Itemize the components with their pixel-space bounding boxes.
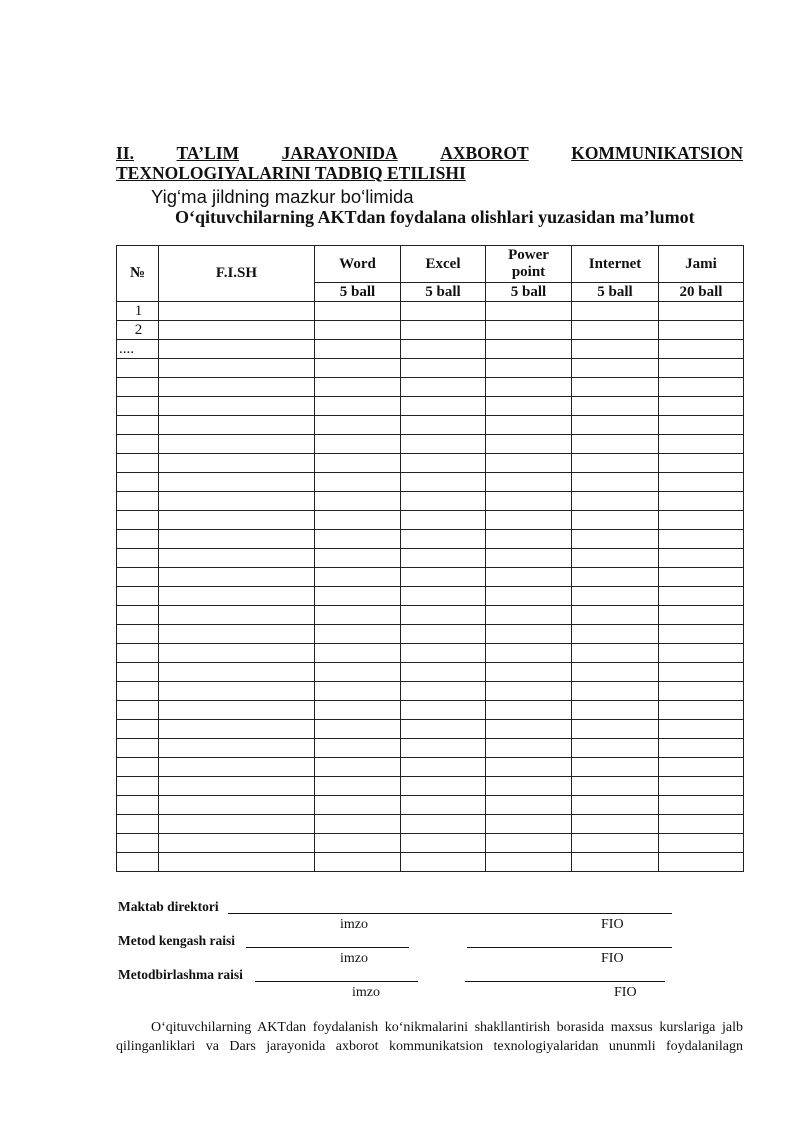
table-cell bbox=[315, 663, 401, 682]
row-number-cell bbox=[117, 663, 159, 682]
table-cell bbox=[315, 796, 401, 815]
table-cell bbox=[159, 587, 315, 606]
max-score: 5 ball bbox=[315, 283, 401, 302]
table-cell bbox=[159, 796, 315, 815]
fio-caption: FIO bbox=[614, 985, 637, 1000]
row-number-cell bbox=[117, 492, 159, 511]
table-cell bbox=[315, 853, 401, 872]
table-cell bbox=[659, 777, 744, 796]
table-cell bbox=[159, 321, 315, 340]
signature-line-metodbirlashma bbox=[255, 981, 418, 982]
table-cell bbox=[315, 739, 401, 758]
row-number-cell bbox=[117, 416, 159, 435]
row-number-cell bbox=[117, 568, 159, 587]
row-number-cell bbox=[117, 397, 159, 416]
table-cell bbox=[401, 587, 486, 606]
table-cell bbox=[159, 530, 315, 549]
table-cell bbox=[315, 549, 401, 568]
fio-caption: FIO bbox=[601, 917, 624, 932]
table-cell bbox=[659, 378, 744, 397]
table-cell bbox=[159, 625, 315, 644]
row-number-cell bbox=[117, 644, 159, 663]
table-cell bbox=[572, 834, 659, 853]
table-cell bbox=[315, 606, 401, 625]
fio-caption: FIO bbox=[601, 951, 624, 966]
row-number-cell bbox=[117, 378, 159, 397]
table-cell bbox=[572, 473, 659, 492]
table-cell bbox=[486, 549, 572, 568]
table-cell bbox=[659, 568, 744, 587]
table-cell bbox=[159, 302, 315, 321]
table-cell bbox=[486, 777, 572, 796]
table-cell bbox=[401, 625, 486, 644]
table-cell bbox=[315, 682, 401, 701]
row-number-cell bbox=[117, 435, 159, 454]
heading-word: JARAYONIDA bbox=[281, 143, 398, 163]
table-cell bbox=[572, 492, 659, 511]
table-cell bbox=[159, 777, 315, 796]
table-row bbox=[117, 720, 744, 739]
table-cell bbox=[486, 815, 572, 834]
table-cell bbox=[401, 815, 486, 834]
table-row bbox=[117, 663, 744, 682]
max-score: 5 ball bbox=[486, 283, 572, 302]
table-cell bbox=[486, 587, 572, 606]
table-cell bbox=[315, 378, 401, 397]
table-cell bbox=[486, 416, 572, 435]
table-cell bbox=[659, 435, 744, 454]
table-cell bbox=[659, 682, 744, 701]
table-cell bbox=[486, 473, 572, 492]
row-number-cell bbox=[117, 834, 159, 853]
table-cell bbox=[572, 644, 659, 663]
table-row bbox=[117, 587, 744, 606]
table-cell bbox=[572, 587, 659, 606]
table-cell bbox=[486, 701, 572, 720]
table-row bbox=[117, 815, 744, 834]
table-cell bbox=[572, 625, 659, 644]
paragraph-line2: qilinganliklari va Dars jarayonida axborot kommunikatsion texnologiyalaridan ununmli foydalanilagn bbox=[116, 1039, 743, 1054]
header-name: F.I.SH bbox=[159, 246, 315, 302]
table-cell bbox=[159, 549, 315, 568]
table-cell bbox=[315, 644, 401, 663]
row-number-cell bbox=[117, 549, 159, 568]
table-cell bbox=[572, 739, 659, 758]
table-cell bbox=[486, 663, 572, 682]
table-cell bbox=[159, 359, 315, 378]
table-cell bbox=[159, 739, 315, 758]
row-number-cell: .... bbox=[117, 340, 159, 359]
row-number-cell bbox=[117, 606, 159, 625]
max-score: 5 ball bbox=[401, 283, 486, 302]
table-cell bbox=[401, 606, 486, 625]
table-cell bbox=[659, 397, 744, 416]
table-cell bbox=[659, 454, 744, 473]
table-cell bbox=[659, 834, 744, 853]
table-row bbox=[117, 701, 744, 720]
table-cell bbox=[315, 416, 401, 435]
section-heading-line1 bbox=[116, 143, 743, 163]
table-cell bbox=[159, 644, 315, 663]
row-number-cell bbox=[117, 587, 159, 606]
table-row bbox=[117, 568, 744, 587]
table-cell bbox=[486, 321, 572, 340]
table-cell bbox=[659, 720, 744, 739]
table-cell bbox=[659, 758, 744, 777]
table-cell bbox=[315, 473, 401, 492]
table-row bbox=[117, 625, 744, 644]
table-cell bbox=[401, 473, 486, 492]
imzo-caption: imzo bbox=[340, 951, 368, 966]
body-paragraph bbox=[116, 1018, 743, 1056]
table-cell bbox=[659, 625, 744, 644]
table-cell bbox=[572, 815, 659, 834]
table-cell bbox=[572, 682, 659, 701]
header-jami: Jami bbox=[659, 246, 744, 283]
table-row bbox=[117, 606, 744, 625]
table-cell bbox=[572, 511, 659, 530]
table-cell bbox=[315, 321, 401, 340]
table-cell bbox=[659, 530, 744, 549]
table-cell bbox=[659, 416, 744, 435]
table-cell bbox=[315, 720, 401, 739]
heading-word: AXBOROT bbox=[440, 143, 529, 163]
table-cell bbox=[315, 302, 401, 321]
signature-label-metodbirlashma: Metodbirlashma raisi bbox=[118, 967, 243, 982]
table-cell bbox=[401, 568, 486, 587]
table-row bbox=[117, 359, 744, 378]
table-cell bbox=[159, 815, 315, 834]
table-cell bbox=[315, 435, 401, 454]
table-row bbox=[117, 682, 744, 701]
table-cell bbox=[401, 511, 486, 530]
signature-line-director bbox=[228, 913, 672, 914]
table-cell bbox=[659, 359, 744, 378]
row-number-cell: 1 bbox=[117, 302, 159, 321]
table-cell bbox=[572, 758, 659, 777]
table-cell bbox=[486, 644, 572, 663]
row-number-cell: 2 bbox=[117, 321, 159, 340]
table-cell bbox=[401, 720, 486, 739]
table-row bbox=[117, 511, 744, 530]
table-cell bbox=[659, 587, 744, 606]
table-cell bbox=[401, 435, 486, 454]
table-row bbox=[117, 758, 744, 777]
table-cell bbox=[401, 758, 486, 777]
table-cell bbox=[572, 720, 659, 739]
row-number-cell bbox=[117, 853, 159, 872]
table-cell bbox=[159, 663, 315, 682]
table-cell bbox=[572, 378, 659, 397]
row-number-cell bbox=[117, 739, 159, 758]
table-cell bbox=[159, 492, 315, 511]
table-cell bbox=[315, 758, 401, 777]
table-cell bbox=[159, 834, 315, 853]
table-cell bbox=[486, 454, 572, 473]
max-score: 5 ball bbox=[572, 283, 659, 302]
table-cell bbox=[159, 378, 315, 397]
table-cell bbox=[315, 530, 401, 549]
table-cell bbox=[659, 340, 744, 359]
table-row bbox=[117, 454, 744, 473]
table-row bbox=[117, 397, 744, 416]
table-cell bbox=[159, 720, 315, 739]
table-cell bbox=[572, 663, 659, 682]
header-word: Word bbox=[315, 246, 401, 283]
table-cell bbox=[659, 321, 744, 340]
table-cell bbox=[486, 378, 572, 397]
table-cell bbox=[572, 340, 659, 359]
table-cell bbox=[401, 701, 486, 720]
table-cell bbox=[486, 739, 572, 758]
table-cell bbox=[486, 340, 572, 359]
table-cell bbox=[572, 397, 659, 416]
table-cell bbox=[572, 416, 659, 435]
table-row bbox=[117, 834, 744, 853]
table-cell bbox=[486, 435, 572, 454]
table-cell bbox=[659, 644, 744, 663]
table-cell bbox=[159, 416, 315, 435]
table-cell bbox=[486, 511, 572, 530]
table-row bbox=[117, 302, 744, 321]
table-row bbox=[117, 644, 744, 663]
row-number-cell bbox=[117, 625, 159, 644]
table-cell bbox=[659, 473, 744, 492]
table-cell bbox=[159, 511, 315, 530]
row-number-cell bbox=[117, 758, 159, 777]
table-cell bbox=[159, 758, 315, 777]
table-cell bbox=[572, 321, 659, 340]
table-cell bbox=[572, 606, 659, 625]
section-heading-line2: TEXNOLOGIYALARINI TADBIQ ETILISHI bbox=[116, 163, 466, 183]
table-cell bbox=[401, 416, 486, 435]
table-cell bbox=[572, 701, 659, 720]
table-cell bbox=[401, 530, 486, 549]
table-caption: O‘qituvchilarning AKTdan foydalana olishlari yuzasidan ma’lumot bbox=[175, 207, 695, 227]
table-cell bbox=[159, 397, 315, 416]
table-cell bbox=[401, 777, 486, 796]
row-number-cell bbox=[117, 473, 159, 492]
table-cell bbox=[315, 587, 401, 606]
table-cell bbox=[486, 853, 572, 872]
header-num: № bbox=[117, 246, 159, 302]
table-cell bbox=[572, 359, 659, 378]
table-cell bbox=[572, 568, 659, 587]
table-cell bbox=[486, 682, 572, 701]
table-cell bbox=[572, 549, 659, 568]
imzo-caption: imzo bbox=[340, 917, 368, 932]
table-cell bbox=[486, 758, 572, 777]
header-row bbox=[117, 246, 744, 283]
heading-word: TA’LIM bbox=[176, 143, 240, 163]
table-row bbox=[117, 739, 744, 758]
table-cell bbox=[315, 340, 401, 359]
table-cell bbox=[401, 644, 486, 663]
table-cell bbox=[401, 302, 486, 321]
table-cell bbox=[159, 473, 315, 492]
signature-line-metod-kengash bbox=[246, 947, 409, 948]
header-excel: Excel bbox=[401, 246, 486, 283]
table-row bbox=[117, 777, 744, 796]
table-cell bbox=[659, 549, 744, 568]
table-row bbox=[117, 416, 744, 435]
table-cell bbox=[659, 701, 744, 720]
table-cell bbox=[159, 454, 315, 473]
table-cell bbox=[572, 530, 659, 549]
table-cell bbox=[159, 853, 315, 872]
table-cell bbox=[659, 663, 744, 682]
table-cell bbox=[159, 435, 315, 454]
table-row bbox=[117, 378, 744, 397]
row-number-cell bbox=[117, 796, 159, 815]
table-cell bbox=[659, 606, 744, 625]
fio-line-metodbirlashma bbox=[465, 981, 665, 982]
table-cell bbox=[401, 739, 486, 758]
row-number-cell bbox=[117, 682, 159, 701]
table-cell bbox=[572, 435, 659, 454]
table-cell bbox=[486, 834, 572, 853]
heading-word: KOMMUNIKATSION bbox=[571, 143, 743, 163]
signature-label-director: Maktab direktori bbox=[118, 899, 219, 914]
table-cell bbox=[659, 796, 744, 815]
table-cell bbox=[486, 796, 572, 815]
table-cell bbox=[572, 454, 659, 473]
imzo-caption: imzo bbox=[352, 985, 380, 1000]
table-row bbox=[117, 321, 744, 340]
signature-label-metod-kengash: Metod kengash raisi bbox=[118, 933, 236, 948]
table-cell bbox=[572, 853, 659, 872]
table-cell bbox=[401, 378, 486, 397]
table-cell bbox=[659, 511, 744, 530]
table-row bbox=[117, 796, 744, 815]
table-cell bbox=[486, 359, 572, 378]
table-cell bbox=[315, 359, 401, 378]
table-cell bbox=[315, 568, 401, 587]
table-cell bbox=[401, 321, 486, 340]
table-row bbox=[117, 473, 744, 492]
table-cell bbox=[159, 606, 315, 625]
table-cell bbox=[401, 549, 486, 568]
table-cell bbox=[572, 796, 659, 815]
row-number-cell bbox=[117, 777, 159, 796]
table-cell bbox=[486, 530, 572, 549]
table-cell bbox=[315, 701, 401, 720]
row-number-cell bbox=[117, 720, 159, 739]
ict-usage-table bbox=[116, 245, 744, 872]
table-cell bbox=[401, 340, 486, 359]
table-cell bbox=[486, 606, 572, 625]
heading-word: II. bbox=[116, 143, 134, 163]
table-cell bbox=[159, 568, 315, 587]
table-row bbox=[117, 435, 744, 454]
table-row bbox=[117, 549, 744, 568]
table-cell bbox=[486, 397, 572, 416]
max-score: 20 ball bbox=[659, 283, 744, 302]
table-cell bbox=[659, 815, 744, 834]
table-cell bbox=[572, 302, 659, 321]
row-number-cell bbox=[117, 701, 159, 720]
table-cell bbox=[659, 853, 744, 872]
table-cell bbox=[315, 511, 401, 530]
table-row bbox=[117, 340, 744, 359]
table-row bbox=[117, 530, 744, 549]
row-number-cell bbox=[117, 511, 159, 530]
table-cell bbox=[315, 397, 401, 416]
table-cell bbox=[315, 777, 401, 796]
table-cell bbox=[401, 682, 486, 701]
row-number-cell bbox=[117, 530, 159, 549]
table-cell bbox=[315, 625, 401, 644]
subheading: Yig‘ma jildning mazkur bo‘limida bbox=[151, 186, 414, 207]
table-row bbox=[117, 853, 744, 872]
table-cell bbox=[401, 834, 486, 853]
table-cell bbox=[401, 397, 486, 416]
header-power-point: Power point bbox=[486, 246, 572, 283]
row-number-cell bbox=[117, 815, 159, 834]
table-cell bbox=[486, 720, 572, 739]
table-cell bbox=[159, 701, 315, 720]
table-cell bbox=[401, 359, 486, 378]
table-cell bbox=[401, 796, 486, 815]
table-cell bbox=[486, 568, 572, 587]
table-cell bbox=[659, 739, 744, 758]
section-heading bbox=[116, 143, 743, 183]
table-cell bbox=[315, 834, 401, 853]
table-cell bbox=[401, 492, 486, 511]
table-cell bbox=[401, 454, 486, 473]
table-cell bbox=[486, 625, 572, 644]
fio-line-metod-kengash bbox=[467, 947, 672, 948]
table-cell bbox=[315, 492, 401, 511]
table-cell bbox=[401, 663, 486, 682]
table-cell bbox=[401, 853, 486, 872]
table-cell bbox=[315, 815, 401, 834]
table-cell bbox=[659, 302, 744, 321]
table-cell bbox=[486, 302, 572, 321]
table-cell bbox=[159, 682, 315, 701]
table-cell bbox=[659, 492, 744, 511]
table-cell bbox=[572, 777, 659, 796]
table-cell bbox=[159, 340, 315, 359]
header-internet: Internet bbox=[572, 246, 659, 283]
table-cell bbox=[486, 492, 572, 511]
table-row bbox=[117, 492, 744, 511]
table-cell bbox=[315, 454, 401, 473]
paragraph-line1: O‘qituvchilarning AKTdan foydalanish ko‘nikmalarini shakllantirish borasida maxsus kurslariga jalb bbox=[151, 1020, 743, 1035]
row-number-cell bbox=[117, 454, 159, 473]
row-number-cell bbox=[117, 359, 159, 378]
